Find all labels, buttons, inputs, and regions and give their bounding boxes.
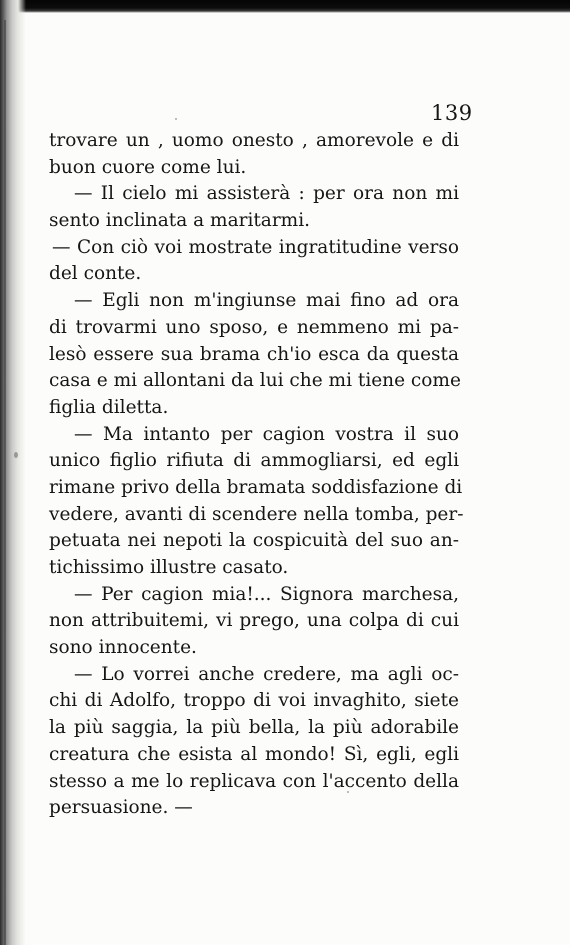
text-line: unico figlio rifiuta di ammogliarsi, ed egli bbox=[49, 450, 459, 472]
text-line: creatura che esista al mondo! Sì, egli, egli bbox=[49, 743, 459, 765]
text-line: sono innocente. bbox=[49, 637, 197, 659]
text-line: stesso a me lo replicava con l'accento della bbox=[49, 770, 459, 792]
text-line: trovare un , uomo onesto , amorevole e di bbox=[49, 130, 459, 151]
text-line: tichissimo illustre casato. bbox=[49, 557, 289, 578]
paper-speck bbox=[347, 791, 349, 793]
text-line: lesò essere sua brama ch'io esca da questa bbox=[49, 343, 459, 365]
text-line: — Il cielo mi assisterà : per ora non mi bbox=[74, 183, 459, 205]
text-line: — Con ciò voi mostrate ingratitudine verso bbox=[52, 236, 459, 258]
body-text bbox=[49, 128, 464, 822]
text-line: figlia diletta. bbox=[49, 396, 169, 418]
text-line: di trovarmi uno sposo, e nemmeno mi pa- bbox=[49, 316, 459, 338]
text-line: petuata nei nepoti la cospicuità del suo an- bbox=[49, 530, 459, 552]
text-line: buon cuore come lui. bbox=[49, 156, 247, 178]
text-line: — Lo vorrei anche credere, ma agli oc- bbox=[74, 663, 459, 685]
text-line: casa e mi allontani da lui che mi tiene come bbox=[49, 370, 461, 392]
text-line: del conte. bbox=[49, 263, 142, 285]
page-number: 139 bbox=[431, 101, 473, 125]
text-line: chi di Adolfo, troppo di voi invaghito, siete bbox=[49, 690, 459, 712]
text-line: la più saggia, la più bella, la più adorabile bbox=[49, 717, 459, 739]
binding-line bbox=[4, 20, 6, 945]
paper-speck bbox=[14, 452, 18, 458]
top-page-edge bbox=[0, 0, 570, 13]
text-line: non attribuitemi, vi prego, una colpa di cui bbox=[49, 610, 459, 632]
text-line: — Per cagion mia!... Signora marchesa, bbox=[74, 583, 459, 605]
text-line: rimane privo della bramata soddisfazione di bbox=[49, 476, 463, 498]
text-line: vedere, avanti di scendere nella tomba, per- bbox=[49, 503, 464, 525]
text-line: — Ma intanto per cagion vostra il suo bbox=[74, 423, 459, 445]
paper-speck bbox=[175, 118, 177, 120]
text-line: sento inclinata a maritarmi. bbox=[49, 210, 311, 232]
text-line: persuasione. — bbox=[49, 797, 193, 819]
text-line: — Egli non m'ingiunse mai fino ad ora bbox=[74, 290, 459, 312]
